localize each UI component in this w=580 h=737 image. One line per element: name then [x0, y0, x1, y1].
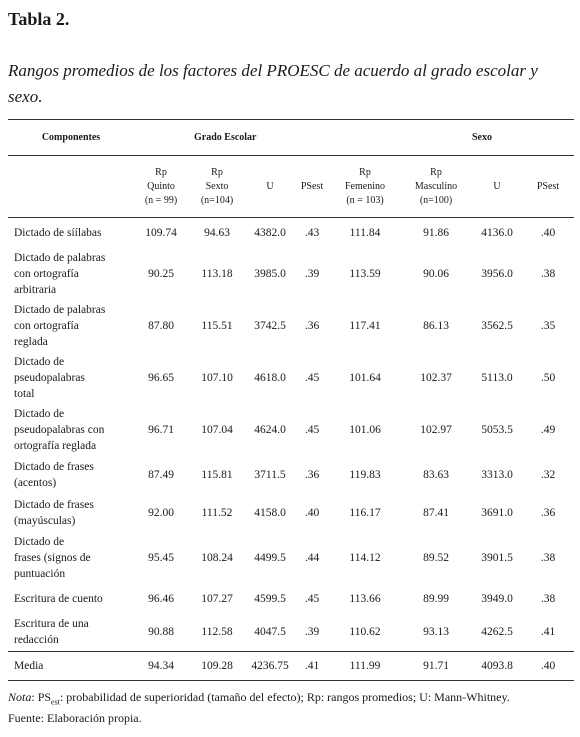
table-cell: .43 — [304, 226, 320, 239]
row-label-line: Dictado de palabras — [14, 303, 106, 316]
row-label-line: Escritura de una — [14, 618, 89, 631]
subheader-text: (n = 99) — [144, 194, 178, 206]
row-label-line: (acentos) — [14, 476, 57, 489]
row-label-line: ortografía reglada — [14, 439, 97, 452]
row-label: Media — [14, 660, 44, 672]
table-cell: 101.06 — [349, 423, 381, 436]
table-cell: 4618.0 — [254, 371, 286, 384]
row-label — [8, 300, 134, 352]
table-cell: 109.28 — [201, 660, 233, 672]
table-cell: 90.88 — [148, 626, 174, 639]
table-cell: .39 — [304, 267, 320, 280]
table-cell: 87.49 — [148, 468, 174, 481]
table-cell: 3711.5 — [254, 468, 286, 481]
table-cell: 86.13 — [423, 319, 449, 332]
subheader-text: (n = 103) — [346, 194, 384, 206]
table-row — [8, 584, 574, 614]
table-cell: 4158.0 — [254, 506, 286, 519]
subheader-text: Masculino — [414, 180, 458, 192]
table-cell: 3313.0 — [481, 468, 513, 481]
table-cell: .50 — [540, 371, 556, 384]
subheader-text: (n=100) — [419, 194, 453, 206]
table-cell: 3956.0 — [481, 267, 513, 280]
table-cell: 93.13 — [423, 626, 449, 639]
table-cell: 111.52 — [201, 506, 233, 519]
table-row — [8, 300, 574, 352]
subheader-text: Rp — [359, 166, 371, 178]
table-cell: 111.84 — [349, 226, 381, 239]
row-label — [8, 456, 134, 494]
table-cell: 4382.0 — [254, 226, 286, 239]
table-cell: 115.81 — [201, 468, 233, 481]
row-label-line: con ortografía — [14, 319, 79, 332]
row-label-line: Escritura de cuento — [14, 592, 103, 605]
subheader-cell — [400, 156, 472, 218]
table-cell: 90.25 — [148, 267, 174, 280]
table-cell: .45 — [304, 371, 320, 384]
table-cell: 5113.0 — [481, 371, 513, 384]
table-cell: 4599.5 — [254, 592, 286, 605]
subheader-text: Sexto — [205, 180, 229, 192]
table-cell: 3691.0 — [481, 506, 513, 519]
row-label — [8, 614, 134, 652]
table-cell: .40 — [540, 226, 556, 239]
table-cell: 101.64 — [349, 371, 381, 384]
table-cell: 3742.5 — [254, 319, 286, 332]
row-label-line: pseudopalabras — [14, 371, 85, 384]
table-cell: 113.18 — [201, 267, 233, 280]
table-cell: .41 — [304, 660, 320, 672]
subheader-cell — [522, 156, 574, 218]
row-label-line: Dictado de — [14, 407, 65, 420]
row-label-line: con ortografía — [14, 267, 79, 280]
media-row — [8, 652, 574, 681]
table-cell: 4047.5 — [254, 626, 286, 639]
table-cell: 107.10 — [201, 371, 233, 384]
subheader-text: (n=104) — [200, 194, 234, 206]
table-cell: 91.86 — [423, 226, 449, 239]
note-ps-sub: est — [51, 697, 60, 707]
table-row — [8, 532, 574, 584]
results-table — [8, 119, 574, 681]
table-row — [8, 248, 574, 300]
header-componentes: Componentes — [41, 131, 101, 143]
table-cell: 107.27 — [201, 592, 233, 605]
row-label-line: reglada — [14, 335, 48, 348]
table-cell: 96.46 — [148, 592, 174, 605]
table-cell: 3562.5 — [481, 319, 513, 332]
table-cell: .45 — [304, 592, 320, 605]
table-cell: 4136.0 — [481, 226, 513, 239]
table-cell: 96.65 — [148, 371, 174, 384]
row-label-line: total — [14, 387, 35, 400]
table-cell: .44 — [304, 551, 320, 564]
table-cell: .38 — [540, 551, 556, 564]
table-cell: .38 — [540, 592, 556, 605]
row-label-line: Dictado de — [14, 355, 65, 368]
table-cell: 110.62 — [349, 626, 381, 639]
table-cell: 102.37 — [420, 371, 452, 384]
note-ps: PS — [37, 690, 52, 704]
table-cell: 102.97 — [420, 423, 452, 436]
table-cell: 95.45 — [148, 551, 174, 564]
table-label: Tabla 2. — [8, 9, 70, 29]
table-cell: 4262.5 — [481, 626, 513, 639]
row-label — [8, 218, 134, 248]
row-label — [8, 404, 134, 456]
table-cell: 109.74 — [145, 226, 177, 239]
row-label-line: frases (signos de — [14, 551, 91, 564]
table-cell: 96.71 — [148, 423, 174, 436]
table-cell: .32 — [540, 468, 556, 481]
table-cell: 90.06 — [423, 267, 449, 280]
table-cell: 89.99 — [423, 592, 449, 605]
subheader-text: Quinto — [147, 180, 175, 192]
subheader-cell — [134, 156, 188, 218]
table-cell: 5053.5 — [481, 423, 513, 436]
table-cell: .39 — [304, 626, 320, 639]
subheader-text: PSest — [300, 180, 324, 192]
table-cell: .41 — [540, 626, 556, 639]
note-prefix: Nota — [8, 690, 32, 704]
table-cell: 116.17 — [349, 506, 381, 519]
table-note: Nota: $PS_{est}$: probabilidad de superioridad (tamaño del efecto); Rp: rangos promedios; U: Mann-Whitney. — [8, 690, 510, 707]
row-label-line: Dictado de síílabas — [14, 226, 102, 239]
subheader-text: U — [266, 180, 274, 192]
table-cell: .45 — [304, 423, 320, 436]
note-text: : probabilidad de superioridad (tamaño del efecto); Rp: rangos promedios; U: Mann-Whitney. — [59, 690, 510, 704]
table-row — [8, 614, 574, 652]
header-sexo: Sexo — [472, 131, 492, 143]
row-label-line: pseudopalabras con — [14, 423, 105, 436]
table-cell: 3985.0 — [254, 267, 286, 280]
table-cell: .49 — [540, 423, 556, 436]
row-label-line: redacción — [14, 634, 59, 647]
table-cell: .40 — [304, 506, 320, 519]
group-header-row — [8, 120, 574, 156]
table-cell: 87.41 — [423, 506, 449, 519]
table-cell: 92.00 — [148, 506, 174, 519]
table-cell: 4499.5 — [254, 551, 286, 564]
row-label-line: Dictado de palabras — [14, 251, 106, 264]
table-cell: 4624.0 — [254, 423, 286, 436]
table-cell: .40 — [540, 660, 556, 672]
table-cell: .36 — [304, 468, 320, 481]
subheader-text: U — [493, 180, 501, 192]
table-cell: 119.83 — [349, 468, 381, 481]
table-cell: 4236.75 — [251, 660, 289, 672]
row-label — [8, 248, 134, 300]
table-row — [8, 218, 574, 248]
table-cell: .38 — [540, 267, 556, 280]
table-cell: .36 — [540, 506, 556, 519]
subheader-cell — [330, 156, 400, 218]
table-cell: 89.52 — [423, 551, 449, 564]
row-label-line: arbitraria — [14, 283, 57, 296]
table-cell: 3949.0 — [481, 592, 513, 605]
table-cell: 87.80 — [148, 319, 174, 332]
table-row — [8, 494, 574, 532]
table-cell: 107.04 — [201, 423, 233, 436]
row-label-line: Dictado de frases — [14, 498, 94, 511]
table-row — [8, 404, 574, 456]
subheader-text: Femenino — [345, 180, 385, 192]
row-label-line: puntuación — [14, 567, 66, 580]
table-source: Fuente: Elaboración propia. — [8, 711, 142, 725]
table-cell: 108.24 — [201, 551, 233, 564]
table-cell: 112.58 — [201, 626, 233, 639]
subheader-text: Rp — [211, 166, 223, 178]
subheader-cell — [472, 156, 522, 218]
table-cell: 3901.5 — [481, 551, 513, 564]
row-label-line: (mayúsculas) — [14, 514, 76, 527]
subheader-text: PSest — [536, 180, 560, 192]
subheader-text: Rp — [430, 166, 442, 178]
table-cell: 113.66 — [349, 592, 381, 605]
table-caption: Rangos promedios de los factores del PROESC de acuerdo al grado escolar y sexo. — [8, 61, 538, 106]
table-cell: 117.41 — [349, 319, 381, 332]
table-cell: 113.59 — [349, 267, 381, 280]
subheader-cell — [246, 156, 294, 218]
table-cell: 4093.8 — [481, 660, 513, 672]
subheader-text: Rp — [155, 166, 167, 178]
table-cell: 114.12 — [349, 551, 381, 564]
subheader-cell — [294, 156, 330, 218]
subheader-cell — [188, 156, 246, 218]
subheader-row — [8, 156, 574, 218]
table-cell: .36 — [304, 319, 320, 332]
table-cell: .35 — [540, 319, 556, 332]
table-cell: 91.71 — [423, 660, 449, 672]
row-label — [8, 584, 134, 614]
row-label — [8, 494, 134, 532]
table-cell: 115.51 — [201, 319, 233, 332]
table-cell: 94.63 — [204, 226, 230, 239]
table-row — [8, 352, 574, 404]
row-label-line: Dictado de — [14, 535, 65, 548]
row-label — [8, 352, 134, 404]
table-cell: 111.99 — [349, 660, 381, 672]
row-label — [8, 532, 134, 584]
table-row — [8, 456, 574, 494]
row-label-line: Dictado de frases — [14, 460, 94, 473]
header-grado-escolar: Grado Escolar — [194, 131, 257, 143]
table-body — [8, 218, 574, 681]
table-cell: 94.34 — [148, 660, 174, 672]
table-cell: 83.63 — [423, 468, 449, 481]
